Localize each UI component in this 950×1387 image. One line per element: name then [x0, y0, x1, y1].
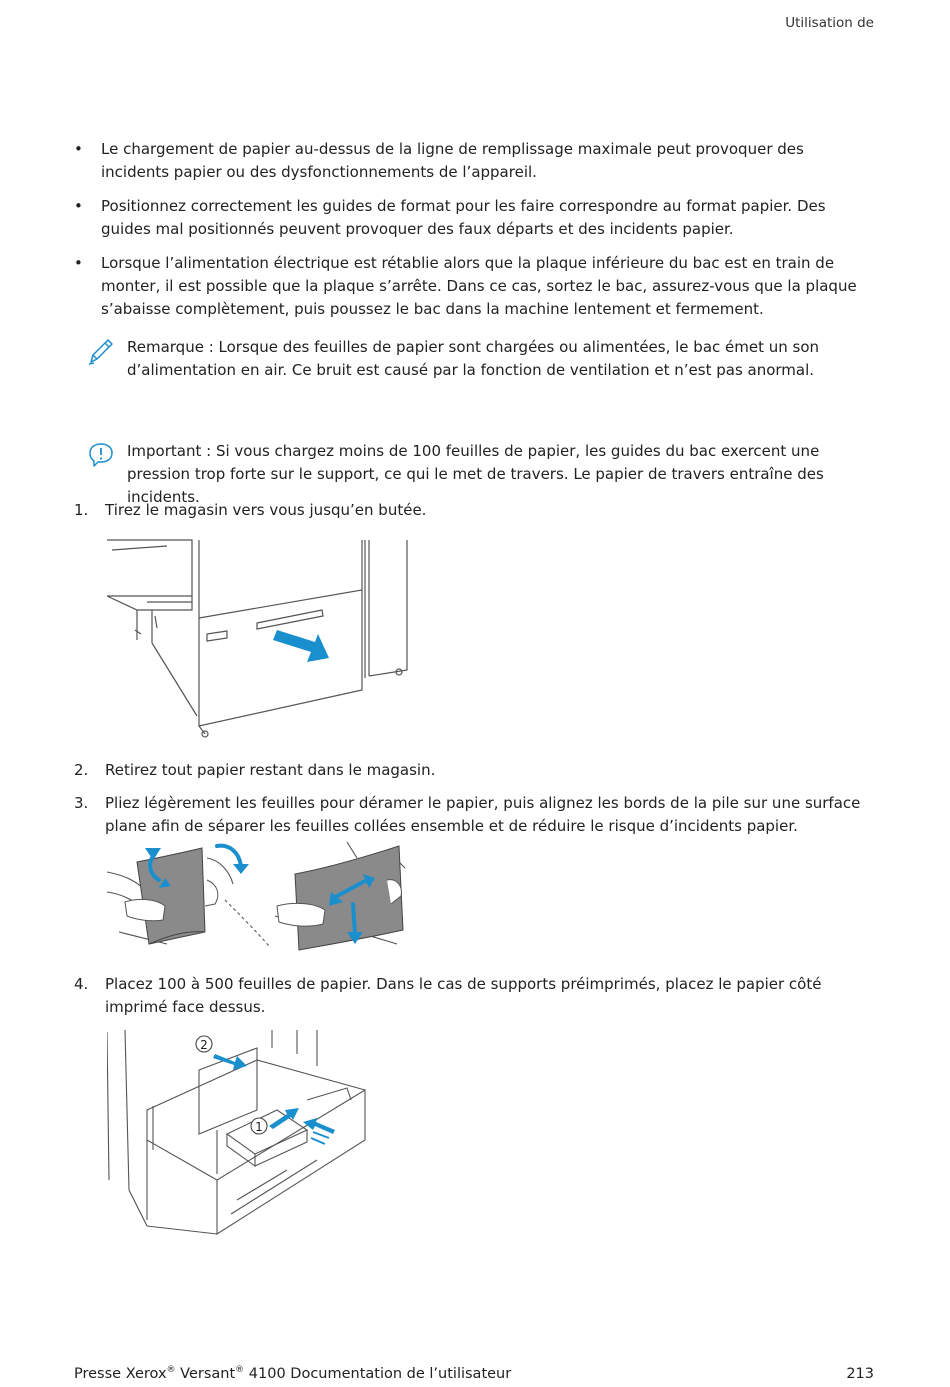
step-text: Retirez tout papier restant dans le magasin. — [105, 761, 436, 779]
step-number: 2. — [74, 761, 89, 779]
registered-mark: ® — [235, 1365, 245, 1376]
step-2 — [74, 759, 874, 782]
step-number: 4. — [74, 975, 89, 993]
page-header-title: Utilisation de — [785, 15, 874, 31]
load-paper-illustration — [107, 1030, 379, 1235]
list-item: • Le chargement de papier au-dessus de la ligne de remplissage maximale peut provoquer des incidents papier ou des dysfonctionnements de l’appareil. — [70, 138, 875, 184]
step-1 — [74, 499, 874, 522]
step-text: Tirez le magasin vers vous jusqu’en butée. — [105, 501, 427, 519]
step-3 — [74, 792, 874, 838]
step-text: Pliez légèrement les feuilles pour déramer le papier, puis alignez les bords de la pile sur une surface plane afin de séparer les feuilles collées ensemble et de réduire le risque d’incidents papier. — [105, 794, 861, 835]
pencil-icon — [86, 336, 116, 366]
footer-suffix: 4100 Documentation de l’utilisateur — [248, 1366, 512, 1382]
step-number: 1. — [74, 501, 89, 519]
tray-pull-illustration — [107, 538, 413, 740]
important-text: Important : Si vous chargez moins de 100 feuilles de papier, les guides du bac exercent une pression trop forte sur le support, ce qui le met de travers. Le papier de travers entraîne des incidents. — [127, 442, 824, 506]
callout-1-label: 1 — [255, 1120, 263, 1134]
warning-bullet-list — [70, 138, 875, 332]
step-text: Placez 100 à 500 feuilles de papier. Dans le cas de supports préimprimés, placez le papier côté imprimé face dessus. — [105, 975, 822, 1016]
step-4 — [74, 973, 874, 1019]
registered-mark: ® — [166, 1365, 176, 1376]
page-number: 213 — [846, 1366, 874, 1382]
warning-icon — [86, 440, 116, 470]
footer-document-title — [74, 1363, 511, 1386]
callout-2-label: 2 — [200, 1038, 208, 1052]
list-item: • Positionnez correctement les guides de format pour les faire correspondre au format papier. Des guides mal positionnés peuvent provoquer des faux départs et des incidents papier. — [70, 195, 875, 241]
footer-product: Versant — [180, 1366, 236, 1382]
footer-brand: Presse Xerox — [74, 1366, 167, 1382]
remark-text: Remarque : Lorsque des feuilles de papier sont chargées ou alimentées, le bac émet un son d’alimentation en air. Ce bruit est causé par la fonction de ventilation et n’est pas anormal. — [127, 338, 820, 379]
remark-note — [86, 336, 876, 382]
step-number: 3. — [74, 794, 89, 812]
fan-paper-illustration — [107, 840, 413, 952]
list-item: • Lorsque l’alimentation électrique est rétablie alors que la plaque inférieure du bac est en train de monter, il est possible que la plaque s’arrête. Dans ce cas, sortez le bac, assurez-vous que la plaque s’abaisse complètement, puis poussez le bac dans la machine lentement et fermement. — [70, 252, 875, 321]
